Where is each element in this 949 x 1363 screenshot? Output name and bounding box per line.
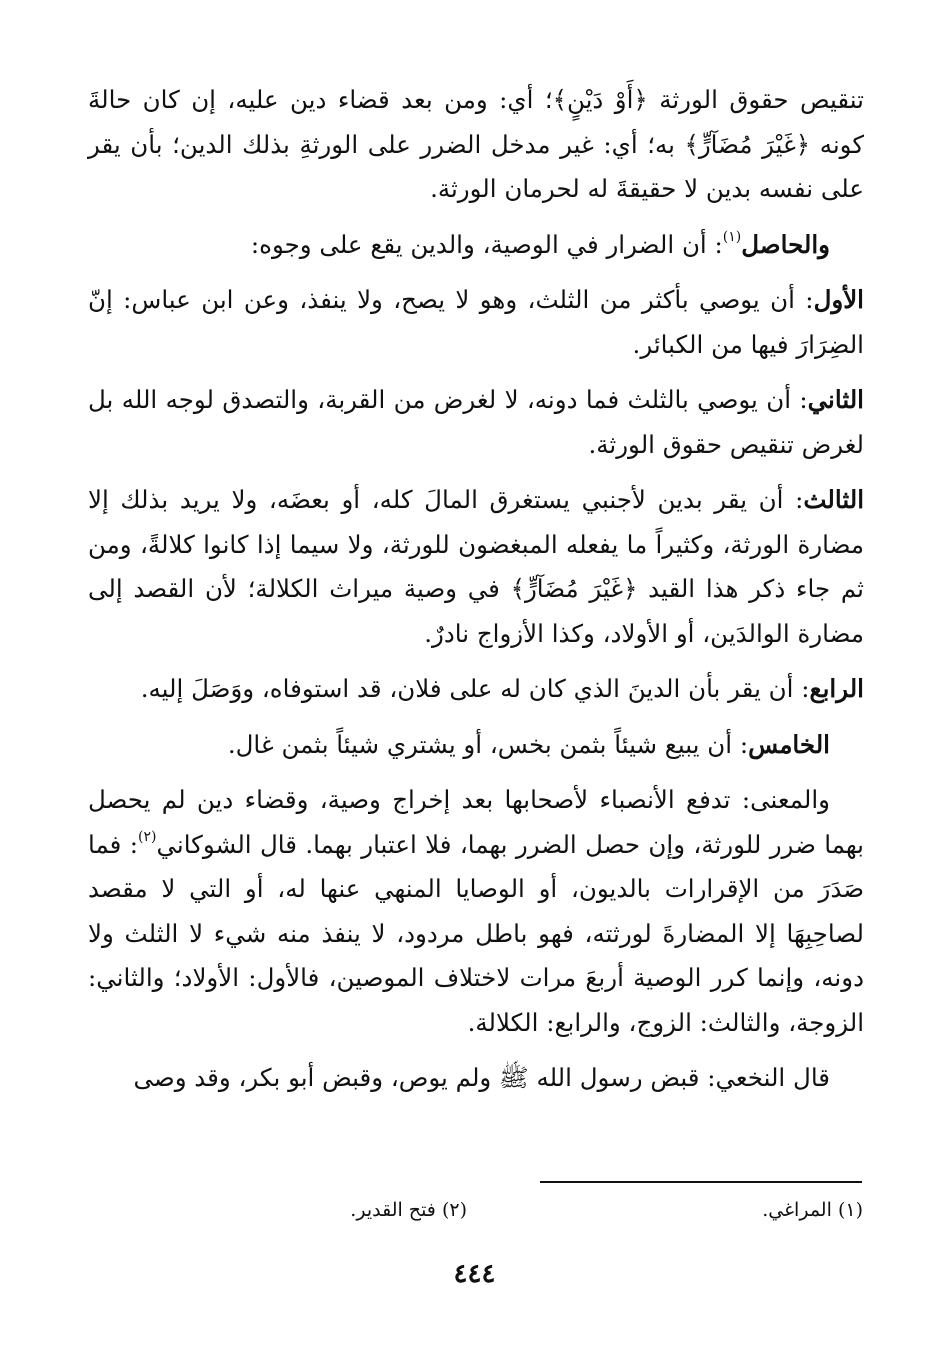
footnote-item	[762, 1194, 863, 1226]
footnote-ref[interactable]: (٢)	[137, 828, 157, 845]
paragraph-intro	[88, 78, 864, 212]
paragraph-text: والمعنى: تدفع الأنصباء لأصحابها بعد إخراج وصية، وقضاء دين لم يحصل بهما ضرر للورثة، وإن حصل الضرر بهما، فلا اعتبار بهما. قال الشوكاني	[88, 785, 865, 859]
paragraph-meaning	[88, 778, 864, 1045]
paragraph-lead: والحاصل	[741, 229, 830, 259]
paragraph-lead: الرابع	[809, 674, 864, 703]
footnote-number: (٢)	[441, 1199, 467, 1221]
paragraph-lead: الأول	[813, 285, 864, 314]
paragraph-text: تنقيص حقوق الورثة ﴿أَوْ دَيْنٍ﴾؛ أي: ومن بعد قضاء دين عليه، إن كان حالةَ كونه ﴿غَيْرَ مُضَآرٍّ﴾ به؛ أي: غير مدخل الضرر على الورثةِ بذلك الدين؛ بأن يقر على نفسه بدين لا حقيقةَ له لحرمان الورثة.	[88, 85, 864, 203]
footnote-text: المراغي.	[762, 1199, 832, 1221]
page-body	[88, 78, 864, 1112]
footnote-item	[350, 1194, 467, 1226]
footnote-divider	[540, 1181, 862, 1183]
paragraph-nakhai	[88, 1056, 864, 1101]
paragraph-lead: الثاني	[807, 385, 864, 414]
paragraph-text: : أن الضرار في الوصية، والدين يقع على وجوه:	[250, 229, 723, 259]
paragraph-lead: الثالث	[803, 485, 864, 514]
paragraph-fifth	[88, 723, 864, 768]
paragraph-third	[88, 478, 864, 656]
paragraph-first	[88, 278, 864, 367]
footnote-text: فتح القدير.	[350, 1199, 436, 1221]
page-number: ٤٤٤	[453, 1259, 496, 1289]
paragraph-text: قال النخعي: قبض رسول الله ﷺ ولم يوص، وقبض أبو بكر، وقد وصى	[133, 1063, 830, 1092]
paragraph-second	[88, 378, 864, 467]
paragraph-text: : أن يقر بدين لأجنبي يستغرق المالَ كله، أو بعضَه، ولا يريد بذلك إلا مضارة الورثة، وكثيراً ما يفعله المبغضون للورثة، ولا سيما إذا كانوا كلالةً، ومن ثم جاء ذكر هذا القيد ﴿غَيْرَ مُضَآرٍّ﴾ في وصية ميراث الكلالة؛ لأن القصد إلى مضارة الوالدَين، أو الأولاد، وكذا الأزواج نادرٌ.	[88, 485, 864, 648]
paragraph-text: : أن يقر بأن الدينَ الذي كان له على فلان، قد استوفاه، ووَصَلَ إليه.	[140, 674, 810, 703]
footnote-number: (١)	[837, 1199, 863, 1221]
footnote-ref[interactable]: (١)	[722, 228, 742, 245]
paragraph-text: : أن يوصي بالثلث فما دونه، لا لغرض من القربة، والتصدق لوجه الله بل لغرض تنقيص حقوق الورثة.	[88, 385, 864, 459]
paragraph-lead: الخامس	[748, 729, 830, 759]
paragraph-fourth	[88, 667, 864, 712]
paragraph-text: : أن يبيع شيئاً بثمن بخس، أو يشتري شيئاً بثمن غال.	[227, 729, 749, 759]
paragraph-summary	[88, 223, 864, 268]
paragraph-text: : أن يوصي بأكثر من الثلث، وهو لا يصح، ولا ينفذ، وعن ابن عباس: إنّ الضِرَارَ فيها من الكبائر.	[88, 285, 864, 359]
paragraph-text: : فما صَدَرَ من الإقرارات بالديون، أو الوصايا المنهي عنها له، أو التي لا مقصد لصاحِبِهَا إلا المضارةَ لورثته، فهو باطل مردود، لا ينفذ منه شيء لا الثلث ولا دونه، وإنما كرر الوصية أربعَ مرات لاختلاف الموصين، فالأول: الأولاد؛ والثاني: الزوجة، والثالث: الزوج، والرابع: الكلالة.	[88, 829, 864, 1037]
